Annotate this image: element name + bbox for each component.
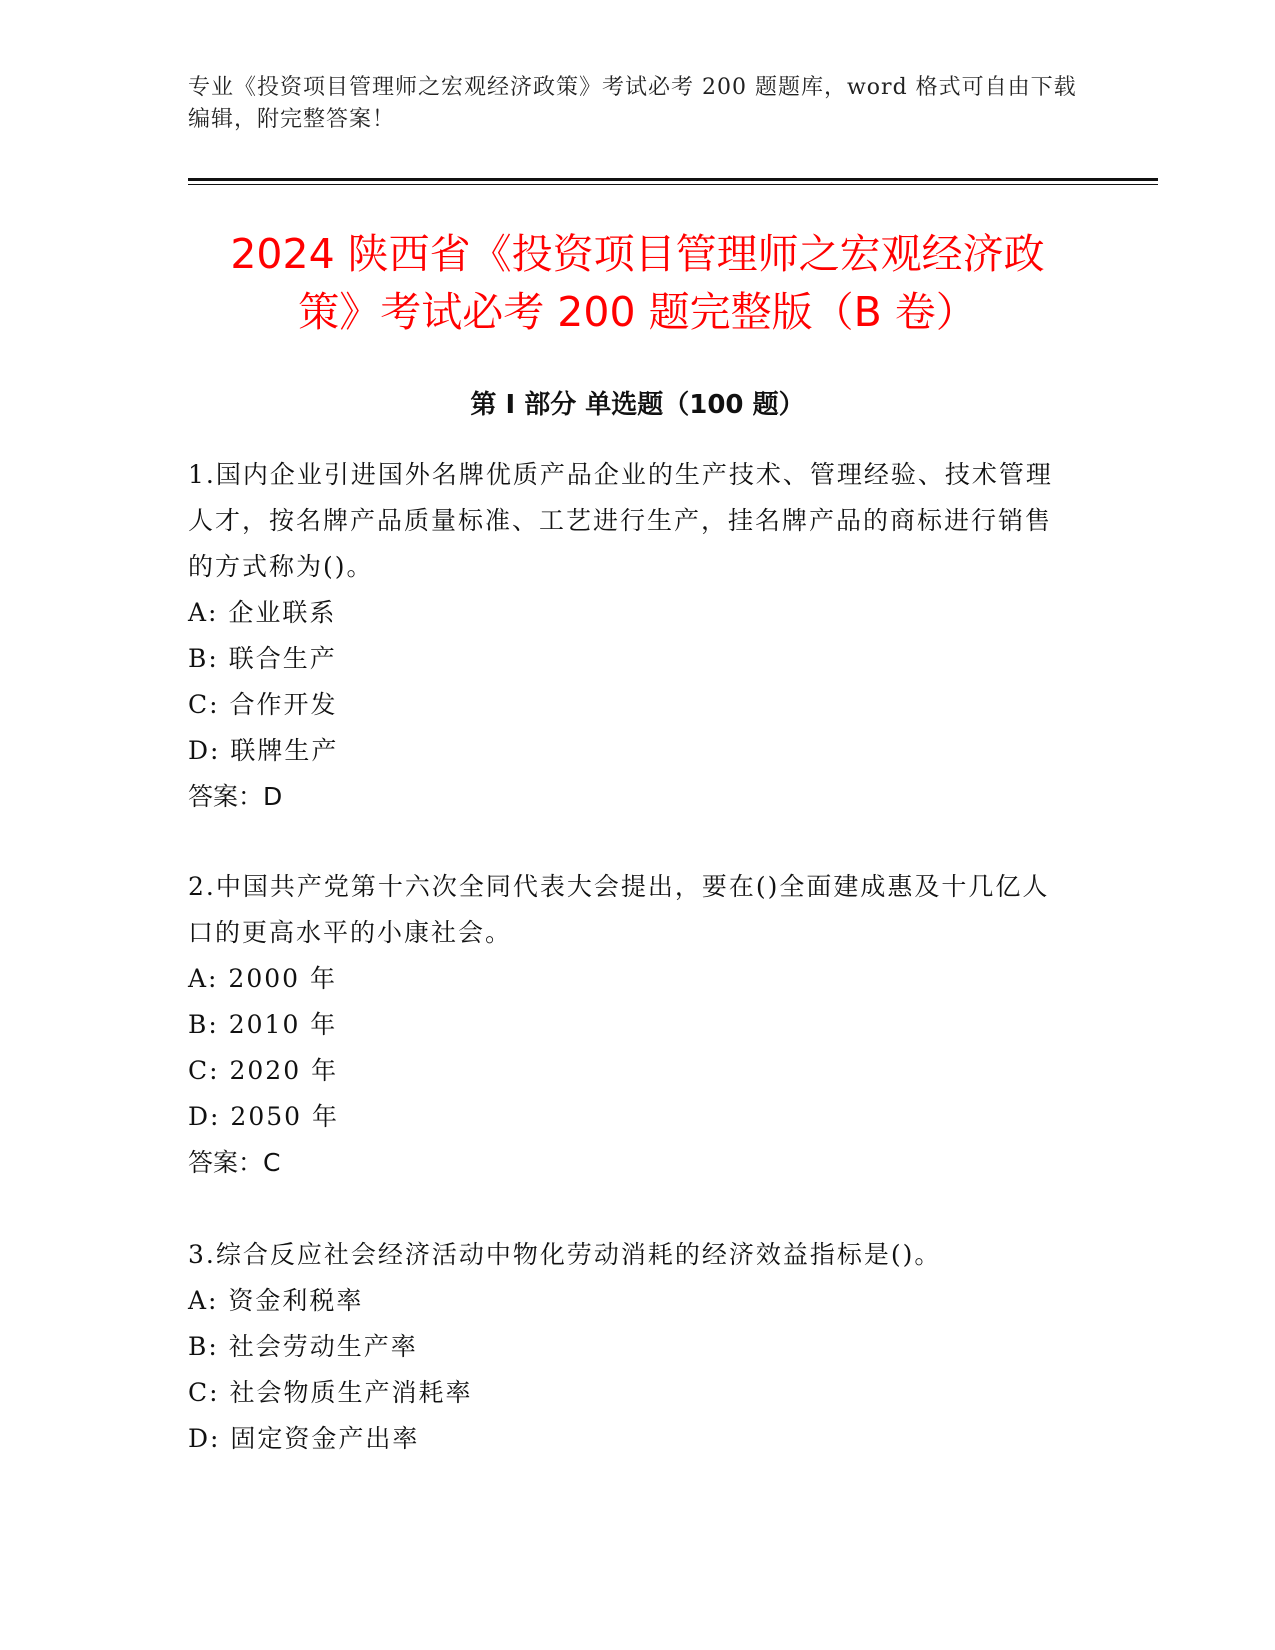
option-c: C: 2020 年	[188, 1056, 339, 1085]
option-a: A: 2000 年	[188, 964, 337, 993]
document-title	[140, 225, 1135, 341]
option-d: D: 固定资金产出率	[188, 1424, 420, 1453]
document-title-line1: 2024 陕西省《投资项目管理师之宏观经济政	[230, 230, 1045, 278]
option-c: C: 合作开发	[188, 690, 338, 719]
option-a: A: 资金利税率	[188, 1286, 364, 1315]
question-stem: 3.综合反应社会经济活动中物化劳动消耗的经济效益指标是()。	[188, 1240, 942, 1269]
option-c: C: 社会物质生产消耗率	[188, 1378, 473, 1407]
option-d: D: 联牌生产	[188, 736, 339, 765]
question-3	[188, 1232, 1068, 1462]
option-b: B: 社会劳动生产率	[188, 1332, 418, 1361]
document-title-line2: 策》考试必考 200 题完整版（B 卷）	[298, 288, 977, 336]
question-stem: 2.中国共产党第十六次全同代表大会提出，要在()全面建成惠及十几亿人口的更高水平的小康社会。	[188, 872, 1050, 947]
question-2	[188, 864, 1068, 1186]
option-b: B: 2010 年	[188, 1010, 338, 1039]
header-rule-thin	[188, 184, 1158, 185]
section-heading: 第 I 部分 单选题（100 题）	[470, 390, 805, 420]
header-note: 专业《投资项目管理师之宏观经济政策》考试必考 200 题题库，word 格式可自由下载编辑，附完整答案！	[188, 75, 1077, 132]
answer-label: 答案：C	[188, 1148, 281, 1177]
answer-label: 答案：D	[188, 782, 283, 811]
option-b: B: 联合生产	[188, 644, 337, 673]
option-a: A: 企业联系	[188, 598, 337, 627]
header-rule-thick	[188, 178, 1158, 181]
question-stem: 1.国内企业引进国外名牌优质产品企业的生产技术、管理经验、技术管理人才，按名牌产品质量标准、工艺进行生产，挂名牌产品的商标进行销售的方式称为()。	[188, 460, 1053, 581]
question-1	[188, 452, 1068, 820]
option-d: D: 2050 年	[188, 1102, 339, 1131]
